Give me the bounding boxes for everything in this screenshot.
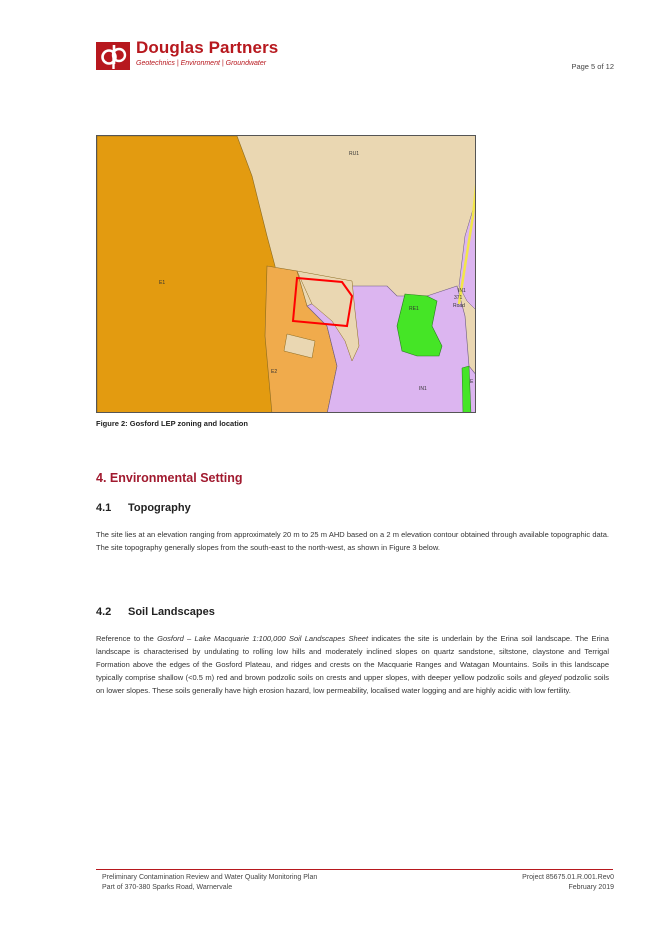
- subsection-topography-heading: [96, 502, 191, 514]
- label-e-edge: E: [470, 379, 474, 385]
- label-road: Road: [453, 303, 465, 309]
- label-ru1: RU1: [349, 151, 360, 157]
- logo-icon: [96, 42, 130, 70]
- logo-tagline: Geotechnics | Environment | Groundwater: [136, 60, 267, 67]
- page-number: Page 5 of 12: [571, 62, 614, 71]
- figure-caption: Figure 2: Gosford LEP zoning and location: [96, 419, 248, 428]
- label-in1: IN1: [419, 386, 427, 392]
- subsection-number: 4.1: [96, 502, 112, 514]
- subsection-title: Topography: [128, 502, 191, 514]
- logo-name: Douglas Partners: [136, 38, 279, 57]
- section-heading: 4. Environmental Setting: [96, 471, 243, 485]
- footer-divider: [96, 869, 613, 870]
- footer-date: February 2019: [568, 884, 614, 891]
- soil-sheet-title: Gosford – Lake Macquarie 1:100,000 Soil Landscapes Sheet: [157, 634, 369, 643]
- subsection-soil-heading: [96, 606, 215, 618]
- footer-right: [522, 873, 614, 893]
- footer-project-number: Project 85675.01.R.001.Rev0: [522, 874, 614, 881]
- zoning-map: [96, 135, 476, 413]
- company-logo: [96, 40, 336, 72]
- label-in1-top: IN1: [458, 288, 466, 294]
- soil-gleyed-term: gleyed: [539, 673, 562, 682]
- footer-left: [102, 873, 317, 893]
- label-road-number: 371: [454, 295, 463, 301]
- label-re1: RE1: [409, 306, 419, 312]
- soil-text-end: podzolic soils on lower slopes. These soils generally have high erosion hazard, low permeability, localised water logging and are highly acidic with low fertility.: [96, 673, 609, 695]
- footer-site-address: Part of 370-380 Sparks Road, Warnervale: [102, 884, 233, 891]
- soil-text-start: Reference to the: [96, 634, 158, 643]
- soil-paragraph: [96, 632, 609, 697]
- label-e1: E1: [159, 280, 166, 286]
- label-e2: E2: [271, 369, 278, 375]
- subsection-title: Soil Landscapes: [128, 606, 215, 618]
- soil-text-middle: indicates the site is underlain by the Erina soil landscape. The Erina landscape is characterised by undulating to rolling low hills and moderately inclined slopes on quartz sandstone, siltstone, claystone and Terrigal Formation above the edges of the Gosford Plateau, and ridges and crests on the Macquarie Ranges and Watagan Mountains. Soils in this landscape typically comprise shallow (<0.5 m) red and brown podzolic soils on crests and upper slopes, with deeper yellow podzolic soils and: [96, 634, 609, 682]
- topography-paragraph: The site lies at an elevation ranging from approximately 20 m to 25 m AHD based on a 2 m elevation contour obtained through available topographic data. The site topography generally slopes from the south-east to the north-west, as shown in Figure 3 below.: [96, 530, 609, 552]
- subsection-number: 4.2: [96, 606, 112, 618]
- footer-report-title: Preliminary Contamination Review and Water Quality Monitoring Plan: [102, 874, 318, 881]
